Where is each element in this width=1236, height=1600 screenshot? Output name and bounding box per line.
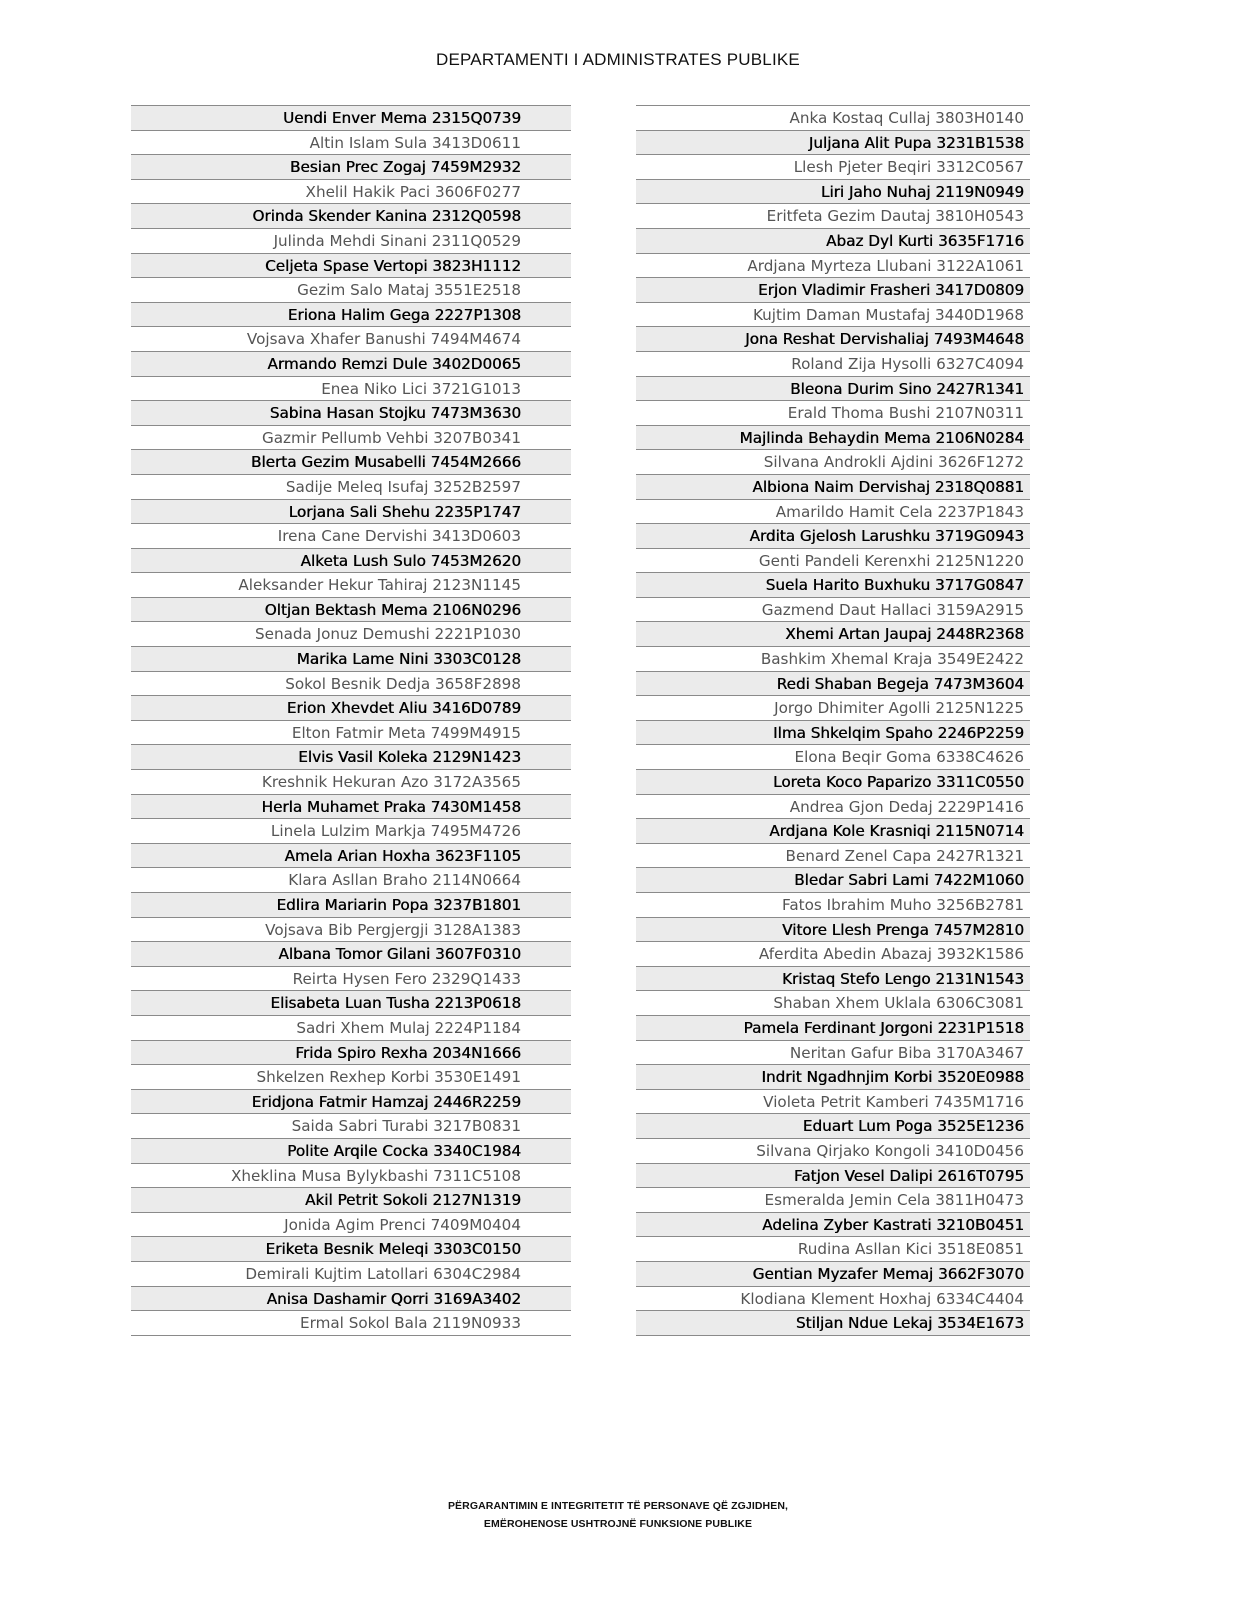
list-item: Oltjan Bektash Mema 2106N0296 (131, 597, 571, 622)
list-item: Edlira Mariarin Popa 3237B1801 (131, 892, 571, 917)
list-item: Altin Islam Sula 3413D0611 (131, 130, 571, 155)
list-item: Linela Lulzim Markja 7495M4726 (131, 818, 571, 843)
list-item: Genti Pandeli Kerenxhi 2125N1220 (636, 548, 1030, 573)
list-item: Violeta Petrit Kamberi 7435M1716 (636, 1089, 1030, 1114)
column-bottom-rule (636, 1335, 1030, 1336)
list-item: Blerta Gezim Musabelli 7454M2666 (131, 449, 571, 474)
footer (0, 1497, 1236, 1533)
list-item: Gezim Salo Mataj 3551E2518 (131, 277, 571, 302)
list-item: Amarildo Hamit Cela 2237P1843 (636, 499, 1030, 524)
list-item: Shaban Xhem Uklala 6306C3081 (636, 990, 1030, 1015)
list-item: Albana Tomor Gilani 3607F0310 (131, 941, 571, 966)
list-item: Xhelil Hakik Paci 3606F0277 (131, 179, 571, 204)
list-item: Aferdita Abedin Abazaj 3932K1586 (636, 941, 1030, 966)
list-item: Kujtim Daman Mustafaj 3440D1968 (636, 302, 1030, 327)
list-item: Erion Xhevdet Aliu 3416D0789 (131, 695, 571, 720)
list-item: Alketa Lush Sulo 7453M2620 (131, 548, 571, 573)
list-item: Xhemi Artan Jaupaj 2448R2368 (636, 621, 1030, 646)
list-item: Roland Zija Hysolli 6327C4094 (636, 351, 1030, 376)
list-item: Silvana Androkli Ajdini 3626F1272 (636, 449, 1030, 474)
list-item: Llesh Pjeter Beqiri 3312C0567 (636, 154, 1030, 179)
list-item: Jona Reshat Dervishaliaj 7493M4648 (636, 326, 1030, 351)
list-item: Adelina Zyber Kastrati 3210B0451 (636, 1212, 1030, 1237)
list-item: Abaz Dyl Kurti 3635F1716 (636, 228, 1030, 253)
list-item: Juljana Alit Pupa 3231B1538 (636, 130, 1030, 155)
list-item: Albiona Naim Dervishaj 2318Q0881 (636, 474, 1030, 499)
footer-line-2: EMËROHENOSE USHTROJNË FUNKSIONE PUBLIKE (483, 1518, 753, 1530)
list-item: Sadri Xhem Mulaj 2224P1184 (131, 1015, 571, 1040)
list-item: Benard Zenel Capa 2427R1321 (636, 843, 1030, 868)
list-item: Aleksander Hekur Tahiraj 2123N1145 (131, 572, 571, 597)
list-item: Herla Muhamet Praka 7430M1458 (131, 794, 571, 819)
page-title: DEPARTAMENTI I ADMINISTRATES PUBLIKE (436, 50, 800, 69)
list-item: Indrit Ngadhnjim Korbi 3520E0988 (636, 1064, 1030, 1089)
list-item: Besian Prec Zogaj 7459M2932 (131, 154, 571, 179)
list-item: Esmeralda Jemin Cela 3811H0473 (636, 1187, 1030, 1212)
list-item: Frida Spiro Rexha 2034N1666 (131, 1040, 571, 1065)
list-item: Anka Kostaq Cullaj 3803H0140 (636, 105, 1030, 130)
list-item: Liri Jaho Nuhaj 2119N0949 (636, 179, 1030, 204)
list-item: Shkelzen Rexhep Korbi 3530E1491 (131, 1064, 571, 1089)
list-item: Senada Jonuz Demushi 2221P1030 (131, 621, 571, 646)
list-item: Gazmend Daut Hallaci 3159A2915 (636, 597, 1030, 622)
list-item: Sabina Hasan Stojku 7473M3630 (131, 400, 571, 425)
list-item: Ardjana Myrteza Llubani 3122A1061 (636, 253, 1030, 278)
list-item: Klara Asllan Braho 2114N0664 (131, 867, 571, 892)
list-item: Bashkim Xhemal Kraja 3549E2422 (636, 646, 1030, 671)
list-item: Vojsava Bib Pergjergji 3128A1383 (131, 917, 571, 942)
list-item: Silvana Qirjako Kongoli 3410D0456 (636, 1138, 1030, 1163)
list-item: Rudina Asllan Kici 3518E0851 (636, 1236, 1030, 1261)
list-item: Majlinda Behaydin Mema 2106N0284 (636, 425, 1030, 450)
list-item: Erjon Vladimir Frasheri 3417D0809 (636, 277, 1030, 302)
list-item: Enea Niko Lici 3721G1013 (131, 376, 571, 401)
list-item: Elisabeta Luan Tusha 2213P0618 (131, 990, 571, 1015)
list-item: Klodiana Klement Hoxhaj 6334C4404 (636, 1286, 1030, 1311)
list-item: Armando Remzi Dule 3402D0065 (131, 351, 571, 376)
list-item: Erald Thoma Bushi 2107N0311 (636, 400, 1030, 425)
list-item: Irena Cane Dervishi 3413D0603 (131, 523, 571, 548)
list-item: Celjeta Spase Vertopi 3823H1112 (131, 253, 571, 278)
list-item: Ardjana Kole Krasniqi 2115N0714 (636, 818, 1030, 843)
list-item: Elton Fatmir Meta 7499M4915 (131, 720, 571, 745)
list-item: Eriketa Besnik Meleqi 3303C0150 (131, 1236, 571, 1261)
list-item: Orinda Skender Kanina 2312Q0598 (131, 203, 571, 228)
list-item: Anisa Dashamir Qorri 3169A3402 (131, 1286, 571, 1311)
list-item: Fatos Ibrahim Muho 3256B2781 (636, 892, 1030, 917)
list-item: Bleona Durim Sino 2427R1341 (636, 376, 1030, 401)
list-item: Ermal Sokol Bala 2119N0933 (131, 1310, 571, 1335)
list-item: Akil Petrit Sokoli 2127N1319 (131, 1187, 571, 1212)
list-item: Eritfeta Gezim Dautaj 3810H0543 (636, 203, 1030, 228)
list-item: Amela Arian Hoxha 3623F1105 (131, 843, 571, 868)
list-item: Uendi Enver Mema 2315Q0739 (131, 105, 571, 130)
list-item: Ilma Shkelqim Spaho 2246P2259 (636, 720, 1030, 745)
list-item: Xheklina Musa Bylykbashi 7311C5108 (131, 1163, 571, 1188)
list-item: Demirali Kujtim Latollari 6304C2984 (131, 1261, 571, 1286)
left-name-column (131, 105, 571, 1336)
list-item: Jorgo Dhimiter Agolli 2125N1225 (636, 695, 1030, 720)
list-item: Kristaq Stefo Lengo 2131N1543 (636, 966, 1030, 991)
list-item: Bledar Sabri Lami 7422M1060 (636, 867, 1030, 892)
list-item: Ardita Gjelosh Larushku 3719G0943 (636, 523, 1030, 548)
list-item: Eridjona Fatmir Hamzaj 2446R2259 (131, 1089, 571, 1114)
list-item: Redi Shaban Begeja 7473M3604 (636, 671, 1030, 696)
list-item: Marika Lame Nini 3303C0128 (131, 646, 571, 671)
list-item: Gentian Myzafer Memaj 3662F3070 (636, 1261, 1030, 1286)
list-item: Stiljan Ndue Lekaj 3534E1673 (636, 1310, 1030, 1335)
list-item: Kreshnik Hekuran Azo 3172A3565 (131, 769, 571, 794)
list-item: Loreta Koco Paparizo 3311C0550 (636, 769, 1030, 794)
list-item: Polite Arqile Cocka 3340C1984 (131, 1138, 571, 1163)
list-item: Elona Beqir Goma 6338C4626 (636, 744, 1030, 769)
list-item: Jonida Agim Prenci 7409M0404 (131, 1212, 571, 1237)
list-item: Pamela Ferdinant Jorgoni 2231P1518 (636, 1015, 1030, 1040)
list-item: Neritan Gafur Biba 3170A3467 (636, 1040, 1030, 1065)
column-bottom-rule (131, 1335, 571, 1336)
list-item: Julinda Mehdi Sinani 2311Q0529 (131, 228, 571, 253)
list-item: Gazmir Pellumb Vehbi 3207B0341 (131, 425, 571, 450)
list-item: Elvis Vasil Koleka 2129N1423 (131, 744, 571, 769)
list-item: Andrea Gjon Dedaj 2229P1416 (636, 794, 1030, 819)
footer-line-1: PËRGARANTIMIN E INTEGRITETIT TË PERSONAVE QË ZGJIDHEN, (447, 1500, 789, 1512)
list-item: Vitore Llesh Prenga 7457M2810 (636, 917, 1030, 942)
list-item: Suela Harito Buxhuku 3717G0847 (636, 572, 1030, 597)
right-name-column (636, 105, 1030, 1336)
list-item: Sadije Meleq Isufaj 3252B2597 (131, 474, 571, 499)
list-item: Reirta Hysen Fero 2329Q1433 (131, 966, 571, 991)
list-item: Eduart Lum Poga 3525E1236 (636, 1113, 1030, 1138)
list-item: Saida Sabri Turabi 3217B0831 (131, 1113, 571, 1138)
list-item: Fatjon Vesel Dalipi 2616T0795 (636, 1163, 1030, 1188)
list-item: Eriona Halim Gega 2227P1308 (131, 302, 571, 327)
list-item: Lorjana Sali Shehu 2235P1747 (131, 499, 571, 524)
list-item: Sokol Besnik Dedja 3658F2898 (131, 671, 571, 696)
list-item: Vojsava Xhafer Banushi 7494M4674 (131, 326, 571, 351)
